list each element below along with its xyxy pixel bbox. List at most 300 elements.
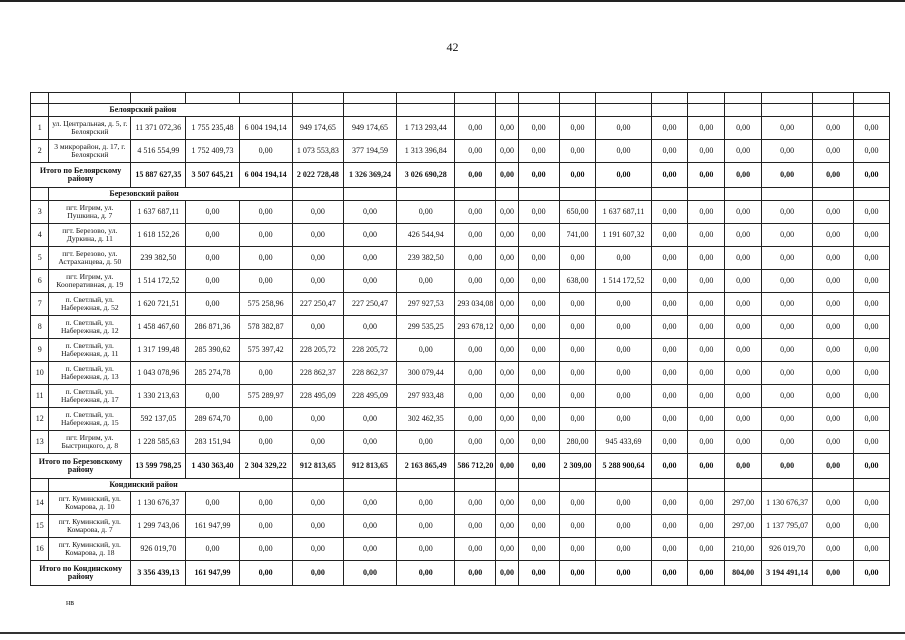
district-empty-cell — [455, 188, 496, 201]
value-cell: 0,00 — [496, 293, 518, 316]
value-cell: 0,00 — [725, 201, 762, 224]
value-cell: 1 130 676,37 — [131, 492, 186, 515]
value-cell: 1 637 687,11 — [596, 201, 651, 224]
district-empty-cell — [292, 479, 343, 492]
value-cell: 0,00 — [854, 515, 890, 538]
district-name: Березовский район — [49, 188, 292, 201]
value-cell: 1 317 199,48 — [131, 339, 186, 362]
district-empty-cell — [518, 104, 559, 117]
value-cell: 0,00 — [725, 316, 762, 339]
value-cell: 0,00 — [854, 362, 890, 385]
address-cell: пгт. Куминский, ул. Комарова, д. 18 — [49, 538, 131, 561]
total-value-cell: 6 004 194,14 — [239, 163, 292, 188]
value-cell: 0,00 — [496, 538, 518, 561]
row-number: 6 — [31, 270, 49, 293]
value-cell: 297,00 — [725, 515, 762, 538]
total-value-cell: 0,00 — [559, 163, 596, 188]
value-cell: 0,00 — [186, 201, 239, 224]
value-cell: 293 034,08 — [455, 293, 496, 316]
value-cell: 0,00 — [518, 492, 559, 515]
value-cell: 0,00 — [496, 270, 518, 293]
district-empty-cell — [725, 104, 762, 117]
address-cell: п. Светлый, ул. Набережная, д. 13 — [49, 362, 131, 385]
value-cell: 0,00 — [455, 117, 496, 140]
value-cell: 285 274,78 — [186, 362, 239, 385]
address-cell: пгт. Игрим, ул. Быстрицкого, д. 8 — [49, 431, 131, 454]
value-cell: 0,00 — [496, 224, 518, 247]
value-cell: 0,00 — [455, 201, 496, 224]
value-cell: 0,00 — [725, 431, 762, 454]
page-initials: нв — [66, 598, 75, 607]
value-cell: 0,00 — [455, 431, 496, 454]
value-cell: 1 620 721,51 — [131, 293, 186, 316]
value-cell: 0,00 — [651, 247, 688, 270]
value-cell: 0,00 — [762, 247, 813, 270]
total-value-cell: 0,00 — [596, 561, 651, 586]
value-cell: 0,00 — [518, 140, 559, 163]
value-cell: 0,00 — [292, 247, 343, 270]
table-row — [31, 316, 890, 339]
scan-bottom-edge — [0, 632, 905, 634]
address-cell: 3 микрорайон, д. 17, г. Белоярский — [49, 140, 131, 163]
value-cell: 0,00 — [651, 431, 688, 454]
value-cell: 297,00 — [725, 492, 762, 515]
value-cell: 0,00 — [813, 538, 854, 561]
total-label: Итого по Березовскому району — [31, 454, 131, 479]
value-cell: 0,00 — [854, 140, 890, 163]
value-cell: 0,00 — [343, 201, 396, 224]
district-empty-cell — [762, 104, 813, 117]
table-row — [31, 339, 890, 362]
district-empty-cell — [343, 104, 396, 117]
total-value-cell: 804,00 — [725, 561, 762, 586]
total-value-cell: 0,00 — [688, 561, 725, 586]
value-cell: 0,00 — [854, 431, 890, 454]
total-value-cell: 1 326 369,24 — [343, 163, 396, 188]
district-empty-cell — [455, 479, 496, 492]
value-cell: 1 752 409,73 — [186, 140, 239, 163]
value-cell: 1 191 607,32 — [596, 224, 651, 247]
value-cell: 0,00 — [559, 293, 596, 316]
value-cell: 0,00 — [596, 247, 651, 270]
header-cell — [343, 93, 396, 104]
value-cell: 0,00 — [651, 293, 688, 316]
value-cell: 0,00 — [292, 492, 343, 515]
header-cell — [762, 93, 813, 104]
value-cell: 0,00 — [813, 385, 854, 408]
total-value-cell: 0,00 — [343, 561, 396, 586]
total-value-cell: 0,00 — [496, 454, 518, 479]
row-number: 15 — [31, 515, 49, 538]
address-cell: пгт. Куминский, ул. Комарова, д. 7 — [49, 515, 131, 538]
row-number: 13 — [31, 431, 49, 454]
value-cell: 228 495,09 — [292, 385, 343, 408]
value-cell: 0,00 — [455, 247, 496, 270]
value-cell: 293 678,12 — [455, 316, 496, 339]
district-empty-cell — [651, 188, 688, 201]
value-cell: 0,00 — [496, 140, 518, 163]
value-cell: 0,00 — [455, 270, 496, 293]
value-cell: 0,00 — [651, 385, 688, 408]
value-cell: 0,00 — [854, 117, 890, 140]
value-cell: 0,00 — [455, 538, 496, 561]
value-cell: 0,00 — [239, 201, 292, 224]
value-cell: 0,00 — [239, 247, 292, 270]
value-cell: 0,00 — [496, 247, 518, 270]
value-cell: 1 299 743,06 — [131, 515, 186, 538]
value-cell: 0,00 — [455, 140, 496, 163]
value-cell: 0,00 — [854, 201, 890, 224]
value-cell: 0,00 — [186, 385, 239, 408]
value-cell: 0,00 — [762, 339, 813, 362]
district-empty-cell — [397, 479, 455, 492]
total-value-cell: 0,00 — [762, 163, 813, 188]
value-cell: 0,00 — [186, 293, 239, 316]
value-cell: 0,00 — [559, 117, 596, 140]
header-cell — [131, 93, 186, 104]
value-cell: 0,00 — [559, 362, 596, 385]
value-cell: 0,00 — [725, 140, 762, 163]
value-cell: 0,00 — [397, 339, 455, 362]
value-cell: 299 535,25 — [397, 316, 455, 339]
table-row — [31, 408, 890, 431]
value-cell: 0,00 — [725, 408, 762, 431]
value-cell: 0,00 — [813, 117, 854, 140]
total-value-cell: 0,00 — [813, 561, 854, 586]
value-cell: 0,00 — [813, 201, 854, 224]
value-cell: 0,00 — [688, 339, 725, 362]
value-cell: 0,00 — [651, 140, 688, 163]
row-number: 2 — [31, 140, 49, 163]
value-cell: 0,00 — [813, 247, 854, 270]
value-cell: 0,00 — [651, 538, 688, 561]
total-value-cell: 13 599 798,25 — [131, 454, 186, 479]
value-cell: 0,00 — [688, 201, 725, 224]
value-cell: 0,00 — [688, 385, 725, 408]
value-cell: 0,00 — [725, 247, 762, 270]
value-cell: 0,00 — [596, 339, 651, 362]
value-cell: 0,00 — [559, 385, 596, 408]
value-cell: 0,00 — [762, 385, 813, 408]
value-cell: 0,00 — [688, 140, 725, 163]
value-cell: 0,00 — [596, 362, 651, 385]
value-cell: 0,00 — [559, 140, 596, 163]
value-cell: 0,00 — [596, 538, 651, 561]
page-number: 42 — [446, 40, 459, 54]
table-header-row — [31, 93, 890, 104]
value-cell: 0,00 — [854, 270, 890, 293]
district-empty-cell — [854, 479, 890, 492]
value-cell: 0,00 — [725, 362, 762, 385]
total-value-cell: 3 194 491,14 — [762, 561, 813, 586]
district-number-cell — [31, 188, 49, 201]
district-empty-cell — [343, 188, 396, 201]
value-cell: 0,00 — [854, 339, 890, 362]
value-cell: 0,00 — [813, 431, 854, 454]
value-cell: 426 544,94 — [397, 224, 455, 247]
value-cell: 289 674,70 — [186, 408, 239, 431]
district-header-row — [31, 188, 890, 201]
value-cell: 0,00 — [518, 224, 559, 247]
value-cell: 300 079,44 — [397, 362, 455, 385]
value-cell: 1 137 795,07 — [762, 515, 813, 538]
value-cell: 0,00 — [596, 316, 651, 339]
total-value-cell: 586 712,20 — [455, 454, 496, 479]
value-cell: 0,00 — [292, 538, 343, 561]
value-cell: 0,00 — [343, 316, 396, 339]
value-cell: 285 390,62 — [186, 339, 239, 362]
value-cell: 0,00 — [455, 492, 496, 515]
value-cell: 0,00 — [397, 431, 455, 454]
value-cell: 0,00 — [343, 408, 396, 431]
row-number: 9 — [31, 339, 49, 362]
value-cell: 1 713 293,44 — [397, 117, 455, 140]
total-value-cell: 0,00 — [725, 163, 762, 188]
value-cell: 0,00 — [397, 270, 455, 293]
district-empty-cell — [725, 479, 762, 492]
value-cell: 283 151,94 — [186, 431, 239, 454]
scan-top-edge — [0, 0, 905, 6]
value-cell: 227 250,47 — [343, 293, 396, 316]
value-cell: 0,00 — [186, 492, 239, 515]
value-cell: 0,00 — [518, 385, 559, 408]
district-empty-cell — [651, 104, 688, 117]
value-cell: 0,00 — [651, 339, 688, 362]
value-cell: 0,00 — [518, 515, 559, 538]
total-value-cell: 912 813,65 — [292, 454, 343, 479]
value-cell: 0,00 — [343, 538, 396, 561]
value-cell: 280,00 — [559, 431, 596, 454]
header-cell — [559, 93, 596, 104]
value-cell: 0,00 — [518, 270, 559, 293]
district-total-row — [31, 561, 890, 586]
value-cell: 228 205,72 — [292, 339, 343, 362]
row-number: 16 — [31, 538, 49, 561]
total-label: Итого по Кондинскому району — [31, 561, 131, 586]
table-row — [31, 201, 890, 224]
address-cell: п. Светлый, ул. Набережная, д. 11 — [49, 339, 131, 362]
row-number: 1 — [31, 117, 49, 140]
value-cell: 0,00 — [854, 385, 890, 408]
value-cell: 1 330 213,63 — [131, 385, 186, 408]
value-cell: 0,00 — [292, 408, 343, 431]
row-number: 11 — [31, 385, 49, 408]
value-cell: 0,00 — [496, 339, 518, 362]
total-value-cell: 0,00 — [651, 561, 688, 586]
total-label: Итого по Белоярскому району — [31, 163, 131, 188]
district-empty-cell — [688, 104, 725, 117]
district-empty-cell — [596, 188, 651, 201]
header-cell — [813, 93, 854, 104]
value-cell: 0,00 — [518, 293, 559, 316]
header-cell — [239, 93, 292, 104]
district-header-row — [31, 479, 890, 492]
value-cell: 0,00 — [518, 247, 559, 270]
value-cell: 0,00 — [343, 515, 396, 538]
value-cell: 0,00 — [596, 293, 651, 316]
header-cell — [49, 93, 131, 104]
value-cell: 0,00 — [455, 362, 496, 385]
value-cell: 0,00 — [725, 339, 762, 362]
value-cell: 0,00 — [239, 408, 292, 431]
district-empty-cell — [292, 104, 343, 117]
value-cell: 0,00 — [813, 362, 854, 385]
address-cell: п. Светлый, ул. Набережная, д. 52 — [49, 293, 131, 316]
table-row — [31, 538, 890, 561]
value-cell: 1 514 172,52 — [596, 270, 651, 293]
value-cell: 0,00 — [725, 224, 762, 247]
total-value-cell: 2 304 329,22 — [239, 454, 292, 479]
district-empty-cell — [496, 479, 518, 492]
value-cell: 0,00 — [762, 362, 813, 385]
value-cell: 0,00 — [292, 224, 343, 247]
value-cell: 0,00 — [343, 270, 396, 293]
value-cell: 0,00 — [688, 224, 725, 247]
total-value-cell: 161 947,99 — [186, 561, 239, 586]
value-cell: 0,00 — [455, 408, 496, 431]
value-cell: 0,00 — [688, 492, 725, 515]
value-cell: 0,00 — [813, 224, 854, 247]
value-cell: 0,00 — [397, 538, 455, 561]
value-cell: 0,00 — [292, 316, 343, 339]
value-cell: 0,00 — [496, 408, 518, 431]
district-empty-cell — [292, 188, 343, 201]
value-cell: 0,00 — [813, 270, 854, 293]
value-cell: 0,00 — [651, 515, 688, 538]
value-cell: 0,00 — [239, 224, 292, 247]
value-cell: 0,00 — [559, 492, 596, 515]
value-cell: 741,00 — [559, 224, 596, 247]
header-cell — [518, 93, 559, 104]
value-cell: 0,00 — [496, 316, 518, 339]
total-value-cell: 0,00 — [496, 163, 518, 188]
value-cell: 1 755 235,48 — [186, 117, 239, 140]
total-value-cell: 15 887 627,35 — [131, 163, 186, 188]
repair-program-table — [30, 92, 890, 586]
value-cell: 926 019,70 — [131, 538, 186, 561]
district-empty-cell — [762, 188, 813, 201]
total-value-cell: 0,00 — [854, 561, 890, 586]
value-cell: 578 382,87 — [239, 316, 292, 339]
value-cell: 0,00 — [762, 431, 813, 454]
district-empty-cell — [397, 104, 455, 117]
table-row — [31, 140, 890, 163]
value-cell: 0,00 — [688, 538, 725, 561]
value-cell: 1 130 676,37 — [762, 492, 813, 515]
value-cell: 0,00 — [762, 224, 813, 247]
value-cell: 0,00 — [559, 316, 596, 339]
value-cell: 0,00 — [813, 408, 854, 431]
value-cell: 0,00 — [559, 339, 596, 362]
district-empty-cell — [854, 188, 890, 201]
total-value-cell: 0,00 — [651, 163, 688, 188]
value-cell: 4 516 554,99 — [131, 140, 186, 163]
value-cell: 0,00 — [762, 117, 813, 140]
value-cell: 945 433,69 — [596, 431, 651, 454]
total-value-cell: 3 507 645,21 — [186, 163, 239, 188]
district-empty-cell — [854, 104, 890, 117]
value-cell: 0,00 — [518, 408, 559, 431]
address-cell: п. Светлый, ул. Набережная, д. 12 — [49, 316, 131, 339]
total-value-cell: 912 813,65 — [343, 454, 396, 479]
value-cell: 1 043 078,96 — [131, 362, 186, 385]
value-cell: 297 927,53 — [397, 293, 455, 316]
district-name: Кондинский район — [49, 479, 292, 492]
value-cell: 0,00 — [292, 270, 343, 293]
address-cell: п. Светлый, ул. Набережная, д. 17 — [49, 385, 131, 408]
value-cell: 0,00 — [239, 538, 292, 561]
row-number: 8 — [31, 316, 49, 339]
value-cell: 0,00 — [725, 270, 762, 293]
total-value-cell: 0,00 — [518, 561, 559, 586]
value-cell: 638,00 — [559, 270, 596, 293]
value-cell: 1 313 396,84 — [397, 140, 455, 163]
district-empty-cell — [762, 479, 813, 492]
total-value-cell: 0,00 — [239, 561, 292, 586]
total-value-cell: 0,00 — [596, 163, 651, 188]
value-cell: 228 205,72 — [343, 339, 396, 362]
district-total-row — [31, 163, 890, 188]
value-cell: 0,00 — [762, 293, 813, 316]
table-row — [31, 117, 890, 140]
value-cell: 0,00 — [651, 492, 688, 515]
value-cell: 228 862,37 — [343, 362, 396, 385]
value-cell: 0,00 — [292, 201, 343, 224]
table-row — [31, 385, 890, 408]
value-cell: 6 004 194,14 — [239, 117, 292, 140]
value-cell: 0,00 — [854, 316, 890, 339]
value-cell: 1 458 467,60 — [131, 316, 186, 339]
district-empty-cell — [559, 104, 596, 117]
header-cell — [854, 93, 890, 104]
total-value-cell: 2 309,00 — [559, 454, 596, 479]
district-empty-cell — [496, 188, 518, 201]
table-row — [31, 293, 890, 316]
value-cell: 0,00 — [343, 492, 396, 515]
address-cell: пгт. Березово, ул. Дуркина, д. 11 — [49, 224, 131, 247]
value-cell: 0,00 — [518, 431, 559, 454]
value-cell: 0,00 — [651, 316, 688, 339]
value-cell: 0,00 — [762, 408, 813, 431]
value-cell: 0,00 — [239, 362, 292, 385]
value-cell: 0,00 — [596, 492, 651, 515]
value-cell: 0,00 — [813, 492, 854, 515]
value-cell: 0,00 — [518, 117, 559, 140]
district-empty-cell — [518, 188, 559, 201]
district-empty-cell — [596, 479, 651, 492]
total-value-cell: 0,00 — [688, 163, 725, 188]
value-cell: 926 019,70 — [762, 538, 813, 561]
table-row — [31, 270, 890, 293]
total-value-cell: 3 356 439,13 — [131, 561, 186, 586]
header-cell — [688, 93, 725, 104]
value-cell: 0,00 — [596, 385, 651, 408]
value-cell: 1 618 152,26 — [131, 224, 186, 247]
value-cell: 0,00 — [762, 201, 813, 224]
total-value-cell: 0,00 — [688, 454, 725, 479]
total-value-cell: 2 163 865,49 — [397, 454, 455, 479]
value-cell: 0,00 — [688, 117, 725, 140]
address-cell: пгт. Игрим, ул. Кооперативная, д. 19 — [49, 270, 131, 293]
value-cell: 1 637 687,11 — [131, 201, 186, 224]
value-cell: 227 250,47 — [292, 293, 343, 316]
value-cell: 0,00 — [496, 385, 518, 408]
total-value-cell: 0,00 — [559, 561, 596, 586]
value-cell: 0,00 — [518, 538, 559, 561]
address-cell: пгт. Березово, ул. Астраханцева, д. 50 — [49, 247, 131, 270]
value-cell: 0,00 — [559, 247, 596, 270]
value-cell: 0,00 — [854, 538, 890, 561]
